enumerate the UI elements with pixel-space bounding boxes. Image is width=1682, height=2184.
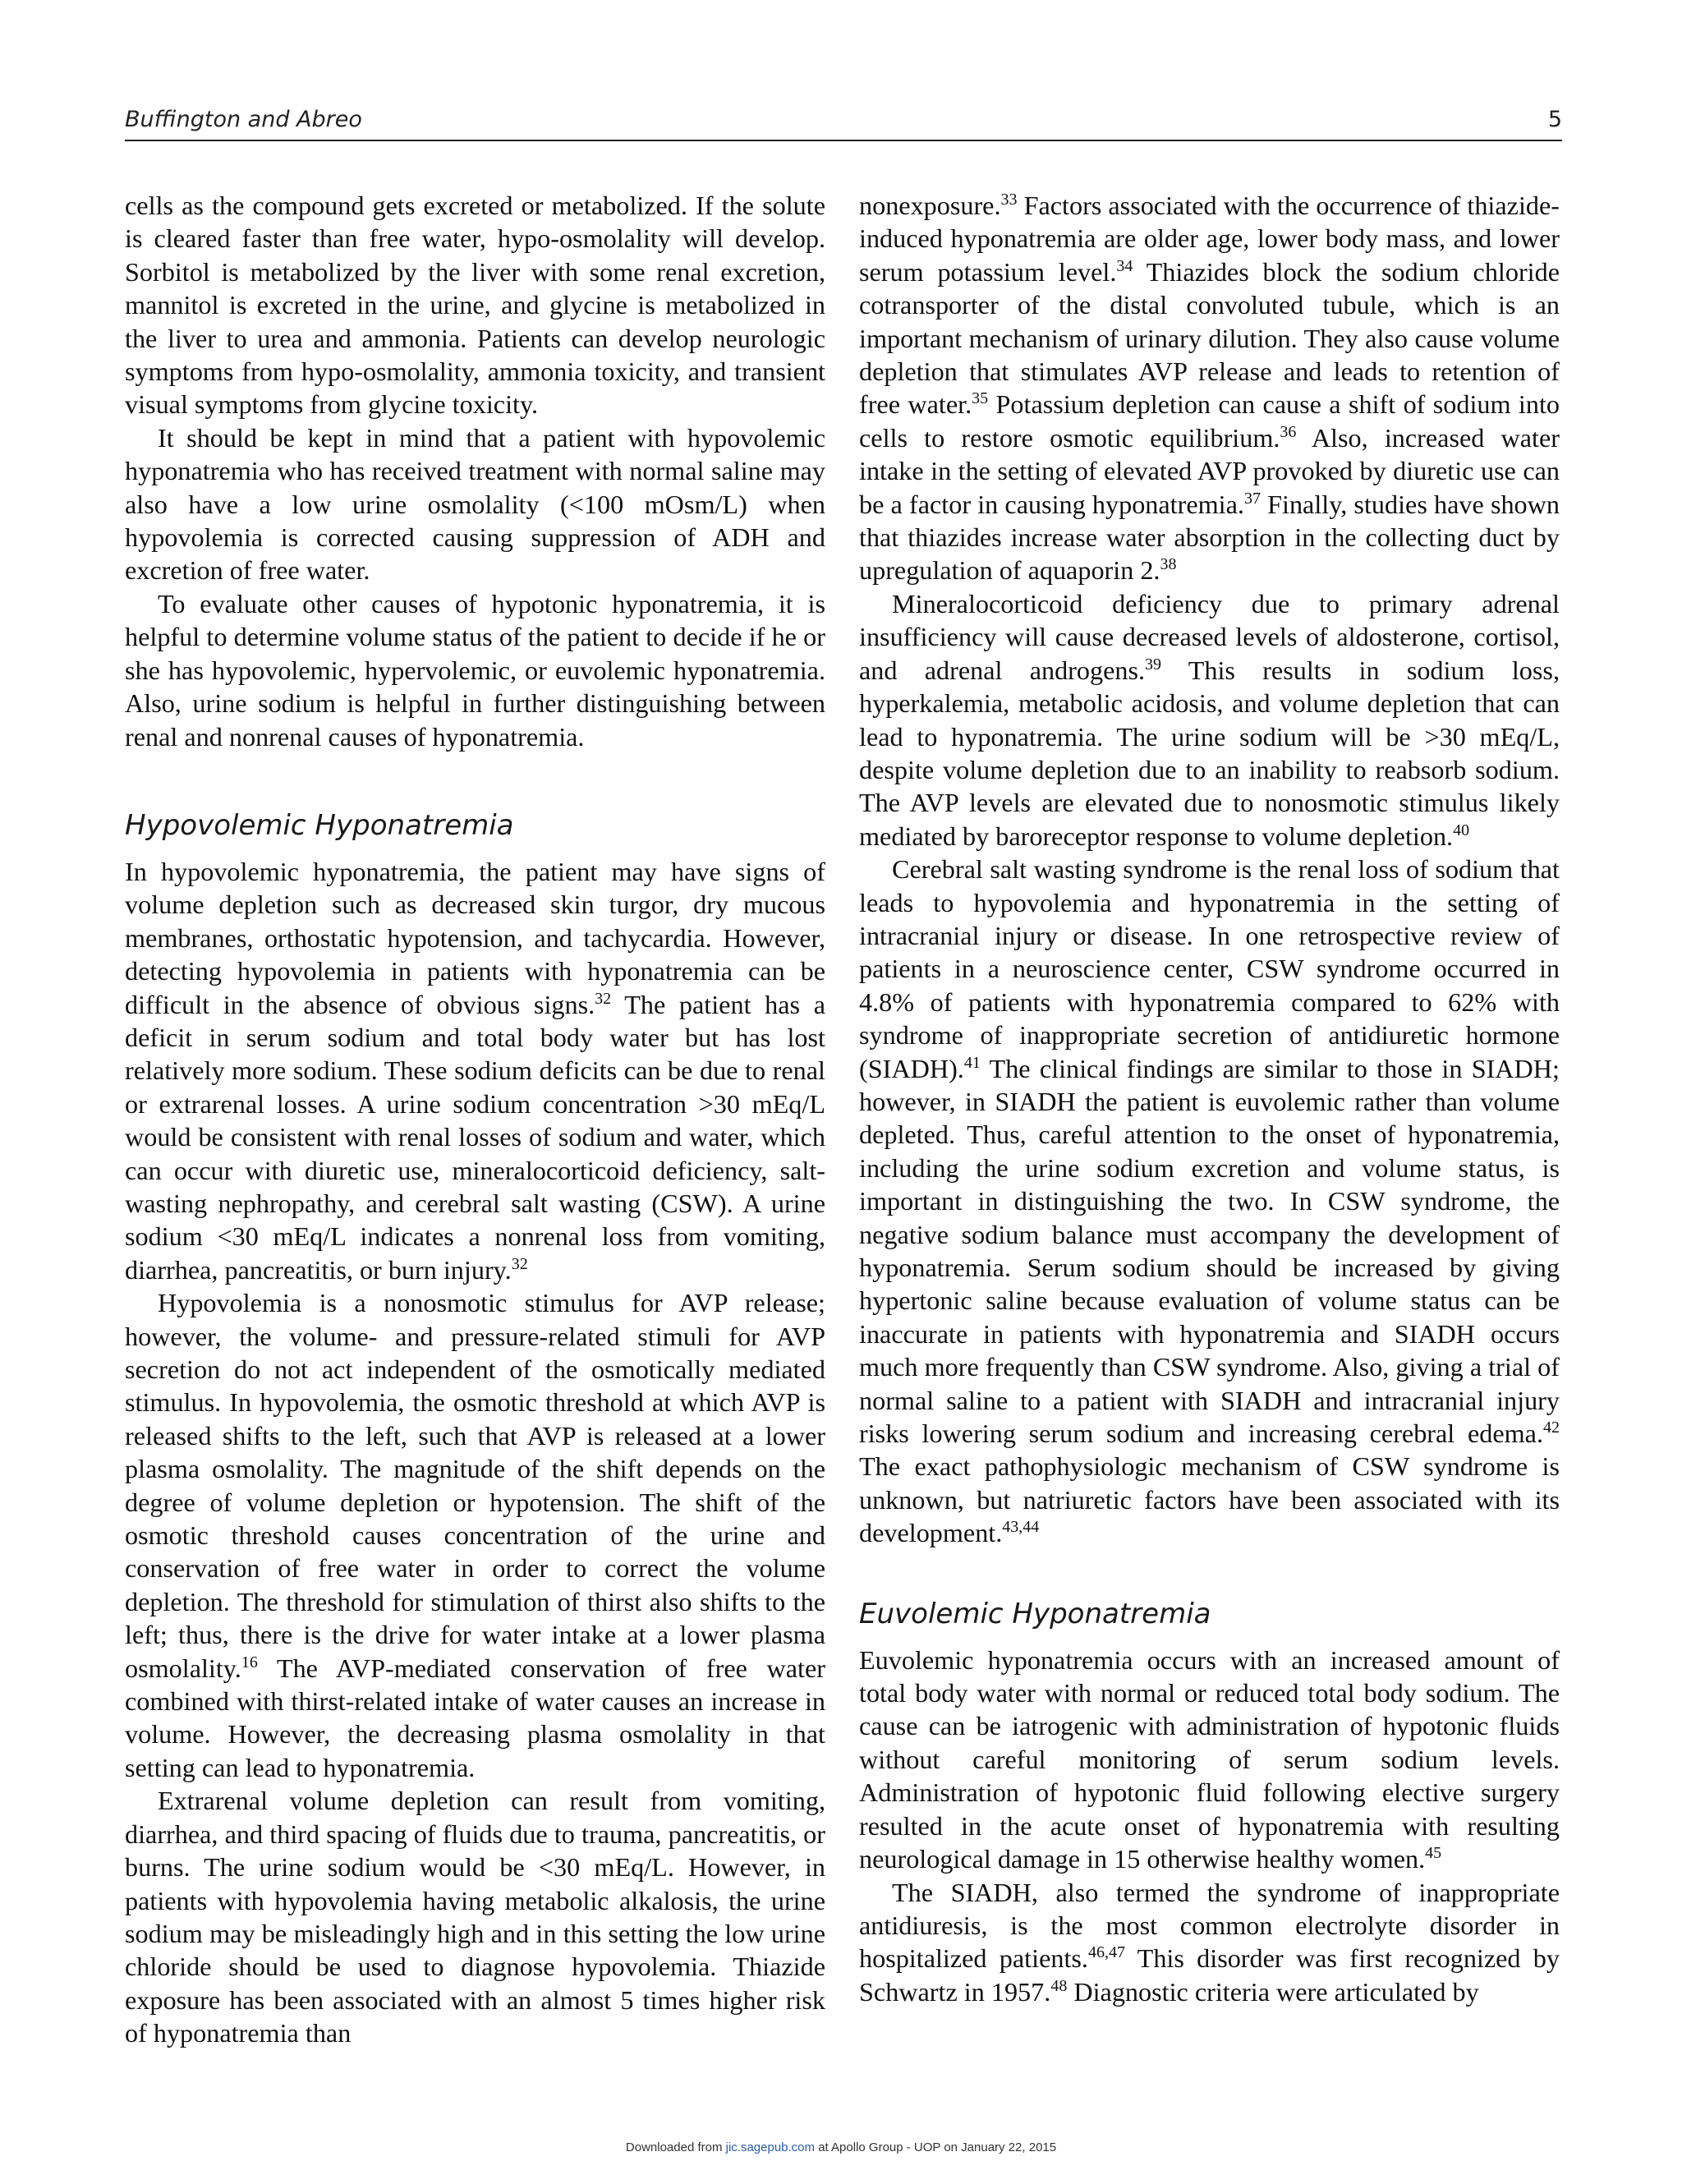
- download-footer: [0, 2140, 1682, 2154]
- citation-ref: 36: [1280, 422, 1297, 441]
- citation-ref: 40: [1453, 821, 1470, 839]
- paragraph: Mineralocorticoid deficiency due to primary adrenal insufficiency will cause decreased levels of aldosterone, cortisol, and adrenal androgens.$^{39}$ This results in sodium loss, hyperkalemia, metabolic acidosis, and volume depletion that can lead to hyponatremia. The urine sodium will be >30 mEq/L, despite volume depletion due to an inability to reabsorb sodium. The AVP levels are elevated due to nonosmotic stimulus likely mediated by baroreceptor response to volume depletion.$^{40}$: [859, 588, 1560, 851]
- section-heading-euvolemic: Euvolemic Hyponatremia: [859, 1597, 1211, 1630]
- citation-ref: 46,47: [1087, 1943, 1125, 1962]
- citation-ref: 37: [1243, 489, 1261, 508]
- footer-link[interactable]: jic.sagepub.com: [725, 2140, 816, 2154]
- citation-ref: 45: [1425, 1844, 1442, 1863]
- citation-ref: 43,44: [1002, 1518, 1040, 1537]
- citation-ref: 35: [972, 389, 989, 408]
- paragraph: Cerebral salt wasting syndrome is the renal loss of sodium that leads to hypovolemia and hyponatremia in the setting of intracranial injury or disease. In one retrospective review of patients in a neuroscience center, CSW syndrome occurred in 4.8% of patients with hyponatremia compared to 62% with syndrome of inappropriate secretion of antidiuretic hormone (SIADH).$^{41}$ The clinical findings are similar to those in SIADH; however, in SIADH the patient is euvolemic rather than volume depleted. Thus, careful attention to the onset of hyponatremia, including the urine sodium excretion and volume status, is important in distinguishing the two. In CSW syndrome, the negative sodium balance must accompany the development of hyponatremia. Serum sodium should be increased by giving hypertonic saline because evaluation of volume status can be inaccurate in patients with hyponatremia and SIADH occurs much more frequently than CSW syndrome. Also, giving a trial of normal saline to a patient with SIADH and intracranial injury risks lowering serum sodium and increasing cerebral edema.$^{42}$ The exact pathophysiologic mechanism of CSW syndrome is unknown, but natriuretic factors have been associated with its development.$^{43,44}$: [859, 854, 1560, 1548]
- footer-suffix: at Apollo Group - UOP on January 22, 2015: [815, 2140, 1057, 2154]
- paragraph: Extrarenal volume depletion can result from vomiting, diarrhea, and third spacing of fluids due to trauma, pancreatitis, or burns. The urine sodium would be <30 mEq/L. However, in patients with hypovolemia having metabolic alkalosis, the urine sodium may be misleadingly high and in this setting the low urine chloride should be used to diagnose hypovolemia. Thiazide exposure has been associated with an almost 5 times higher risk of hyponatremia than: [125, 1786, 825, 2048]
- page-header: [125, 103, 1562, 141]
- citation-ref: 32: [511, 1254, 528, 1273]
- left-column: [125, 189, 825, 2050]
- paragraph: To evaluate other causes of hypotonic hyponatremia, it is helpful to determine volume status of the patient to decide if he or she has hypovolemic, hypervolemic, or euvolemic hyponatremia. Also, urine sodium is helpful in further distinguishing between renal and nonrenal causes of hyponatremia.: [125, 588, 825, 752]
- paragraph: In hypovolemic hyponatremia, the patient may have signs of volume depletion such as decreased skin turgor, dry mucous membranes, orthostatic hypotension, and tachycardia. However, detecting hypovolemia in patients with hyponatremia can be difficult in the absence of obvious signs.$^{32}$ The patient has a deficit in serum sodium and total body water but has lost relatively more sodium. These sodium deficits can be due to renal or extrarenal losses. A urine sodium concentration >30 mEq/L would be consistent with renal losses of sodium and water, which can occur with diuretic use, mineralocorticoid deficiency, salt-wasting nephropathy, and cerebral salt wasting (CSW). A urine sodium <30 mEq/L indicates a nonrenal loss from vomiting, diarrhea, pancreatitis, or burn injury.$^{32}$: [125, 856, 825, 1285]
- citation-ref: 48: [1050, 1976, 1068, 1995]
- citation-ref: 42: [1543, 1418, 1560, 1437]
- paragraph: It should be kept in mind that a patient with hypovolemic hyponatremia who has received treatment with normal saline may also have a low urine osmolality (<100 mOsm/L) when hypovolemia is corrected causing suppression of ADH and excretion of free water.: [125, 422, 825, 586]
- citation-ref: 34: [1116, 256, 1133, 275]
- right-column: [859, 189, 1560, 2008]
- running-head: Buffington and Abreo: [125, 107, 362, 132]
- citation-ref: 41: [963, 1053, 981, 1072]
- paragraph: Hypovolemia is a nonosmotic stimulus for AVP release; however, the volume- and pressure-related stimuli for AVP secretion do not act independent of the osmotically mediated stimulus. In hypovolemia, the osmotic threshold at which AVP is released shifts to the left, such that AVP is released at a lower plasma osmolality. The magnitude of the shift depends on the degree of volume depletion or hypotension. The shift of the osmotic threshold causes concentration of the urine and conservation of free water in order to correct the volume depletion. The threshold for stimulation of thirst also shifts to the left; thus, there is the drive for water intake at a lower plasma osmolality.$^{16}$ The AVP-mediated conservation of free water combined with thirst-related intake of water causes an increase in volume. However, the decreasing plasma osmolality in that setting can lead to hyponatremia.: [125, 1288, 825, 1782]
- citation-ref: 33: [1000, 191, 1018, 209]
- citation-ref: 32: [595, 989, 612, 1008]
- section-heading-hypovolemic: Hypovolemic Hyponatremia: [125, 808, 514, 842]
- paragraph: nonexposure.$^{33}$ Factors associated with the occurrence of thiazide-induced hyponatremia are older age, lower body mass, and lower serum potassium level.$^{34}$ Thiazides block the sodium chloride cotransporter of the distal convoluted tubule, which is an important mechanism of urinary dilution. They also cause volume depletion that stimulates AVP release and leads to retention of free water.$^{35}$ Potassium depletion can cause a shift of sodium into cells to restore osmotic equilibrium.$^{36}$ Also, increased water intake in the setting of elevated AVP provoked by diuretic use can be a factor in causing hyponatremia.$^{37}$ Finally, studies have shown that thiazides increase water absorption in the collecting duct by upregulation of aquaporin 2.38: [859, 191, 1560, 586]
- paragraph: cells as the compound gets excreted or metabolized. If the solute is cleared faster than free water, hypo-osmolality will develop. Sorbitol is metabolized by the liver with some renal excretion, mannitol is excreted in the urine, and glycine is metabolized in the liver to urea and ammonia. Patients can develop neurologic symptoms from hypo-osmolality, ammonia toxicity, and transient visual symptoms from glycine toxicity.: [125, 191, 825, 420]
- page-number: 5: [1547, 107, 1562, 132]
- footer-prefix: Downloaded from: [625, 2140, 726, 2154]
- citation-ref: 38: [1160, 555, 1177, 574]
- paragraph: Euvolemic hyponatremia occurs with an increased amount of total body water with normal or reduced total body sodium. The cause can be iatrogenic with administration of hypotonic fluids without careful monitoring of serum sodium levels. Administration of hypotonic fluid following elective surgery resulted in the acute onset of hyponatremia with resulting neurological damage in 15 otherwise healthy women.$^{45}$: [859, 1644, 1560, 1874]
- paragraph: The SIADH, also termed the syndrome of inappropriate antidiuresis, is the most common electrolyte disorder in hospitalized patients.$^{46,47}$ This disorder was first recognized by Schwartz in 1957.48 Diagnostic criteria were articulated by: [859, 1877, 1560, 2007]
- citation-ref: 16: [241, 1653, 258, 1671]
- citation-ref: 39: [1145, 655, 1162, 674]
